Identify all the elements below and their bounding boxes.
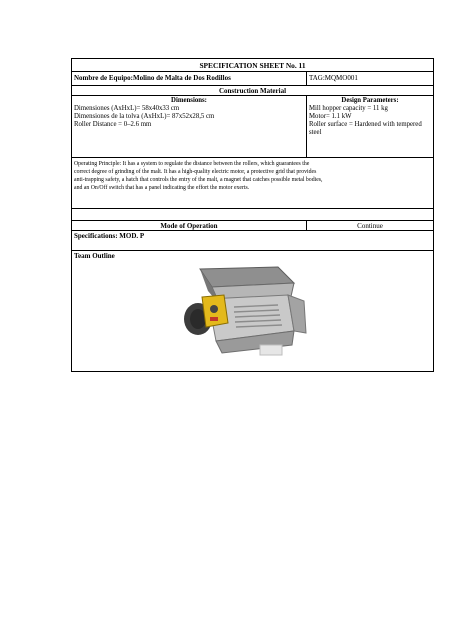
team-outline-label: Team Outline [74,252,115,260]
mode-label: Mode of Operation [72,221,307,230]
equipment-name: Nombre de Equipo:Molino de Malta de Dos Rodillos [72,72,307,85]
equipment-row [72,72,433,86]
blank-row [72,209,433,221]
dimensions-cell [72,96,307,157]
operating-principle-line: anti-trapping safety, a hatch that controls the entry of the malt, a magnet that catches possible metal bodies, [74,177,323,183]
design-parameters-header: Design Parameters: [341,97,399,104]
malt-mill-image [182,261,312,361]
design-parameter-line: Mill hopper capacity = 11 kg [309,105,388,112]
construction-material-header: Construction Material [72,86,433,96]
equipment-tag: TAG:MQMO001 [309,74,358,82]
sheet-title: SPECIFICATION SHEET No. 11 [72,59,433,72]
design-parameters-cell [307,96,433,157]
team-outline-row [72,251,433,371]
dimension-line: Dimensiones de la tolva (AxHxL)= 87x52x28,5 cm [74,113,215,120]
spec-sheet-table [71,58,434,372]
dimension-line: Dimensiones (AxHxL)= 58x40x33 cm [74,105,180,112]
dimensions-row [72,96,433,158]
design-parameter-line: Motor= 1.1 kW [309,113,352,120]
mode-row [72,221,433,231]
operating-principle [72,158,433,209]
operating-principle-line: and an On/Off switch that has a panel indicating the effort the motor exerts. [74,185,250,191]
dimensions-header: Dimensions: [171,97,207,104]
mode-value: Continue [357,222,383,230]
design-parameter-line: Roller surface = Hardened with tempered steel [309,121,422,136]
operating-principle-line: Operating Principle: It has a system to regulate the distance between the rollers, which guarantees the [74,161,310,167]
specifications: Specifications: MOD. P [72,231,433,251]
operating-principle-line: correct degree of grinding of the malt. It has a high-quality electric motor, a protective grid that provides [74,169,317,175]
dimension-line: Roller Distance = 0–2.6 mm [74,121,152,128]
